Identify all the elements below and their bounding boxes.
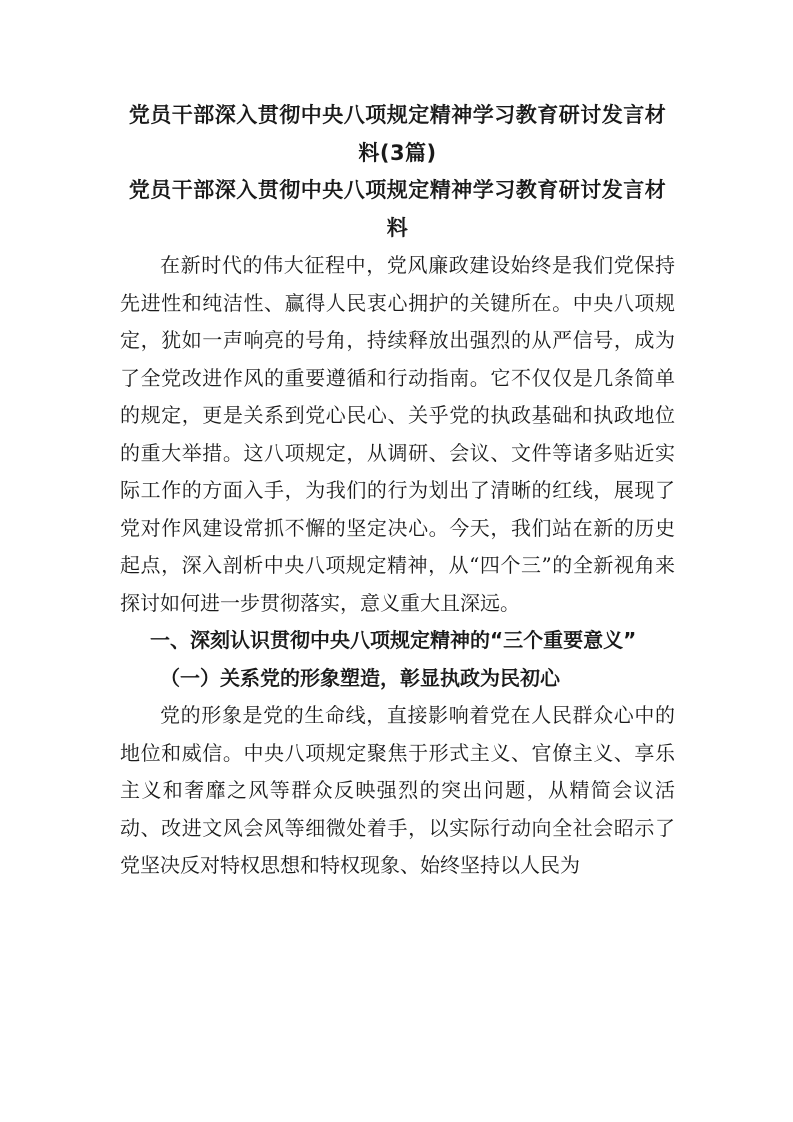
intro-paragraph: 在新时代的伟大征程中，党风廉政建设始终是我们党保持先进性和纯洁性、赢得人民衷心拥护的关键所在。中央八项规定，犹如一声响亮的号角，持续释放出强烈的从严信号，成为了全党改进作风的重要遵循和行动指南。它不仅仅是几条简单的规定，更是关系到党心民心、关乎党的执政基础和执政地位的重大举措。这八项规定，从调研、会议、文件等诸多贴近实际工作的方面入手，为我们的行为划出了清晰的红线，展现了党对作风建设常抓不懈的坚定决心。今天，我们站在新的历史起点，深入剖析中央八项规定精神，从“四个三”的全新视角来探讨如何进一步贯彻落实，意义重大且深远。: [120, 253, 675, 615]
document-title: 党员干部深入贯彻中央八项规定精神学习教育研讨发言材料(3篇): [128, 103, 667, 165]
document-subtitle: 党员干部深入贯彻中央八项规定精神学习教育研讨发言材料: [128, 178, 667, 240]
document-body: [120, 97, 675, 885]
subsection-heading: （一）关系党的形象塑造，彰显执政为民初心: [160, 665, 560, 690]
subsection-paragraph: 党的形象是党的生命线，直接影响着党在人民群众心中的地位和威信。中央八项规定聚焦于形式主义、官僚主义、享乐主义和奢靡之风等群众反映强烈的突出问题，从精简会议活动、改进文风会风等细微处着手，以实际行动向全社会昭示了党坚决反对特权思想和特权现象、始终坚持以人民为: [120, 703, 675, 877]
section-heading: 一、深刻认识贯彻中央八项规定精神的“三个重要意义”: [150, 628, 637, 652]
